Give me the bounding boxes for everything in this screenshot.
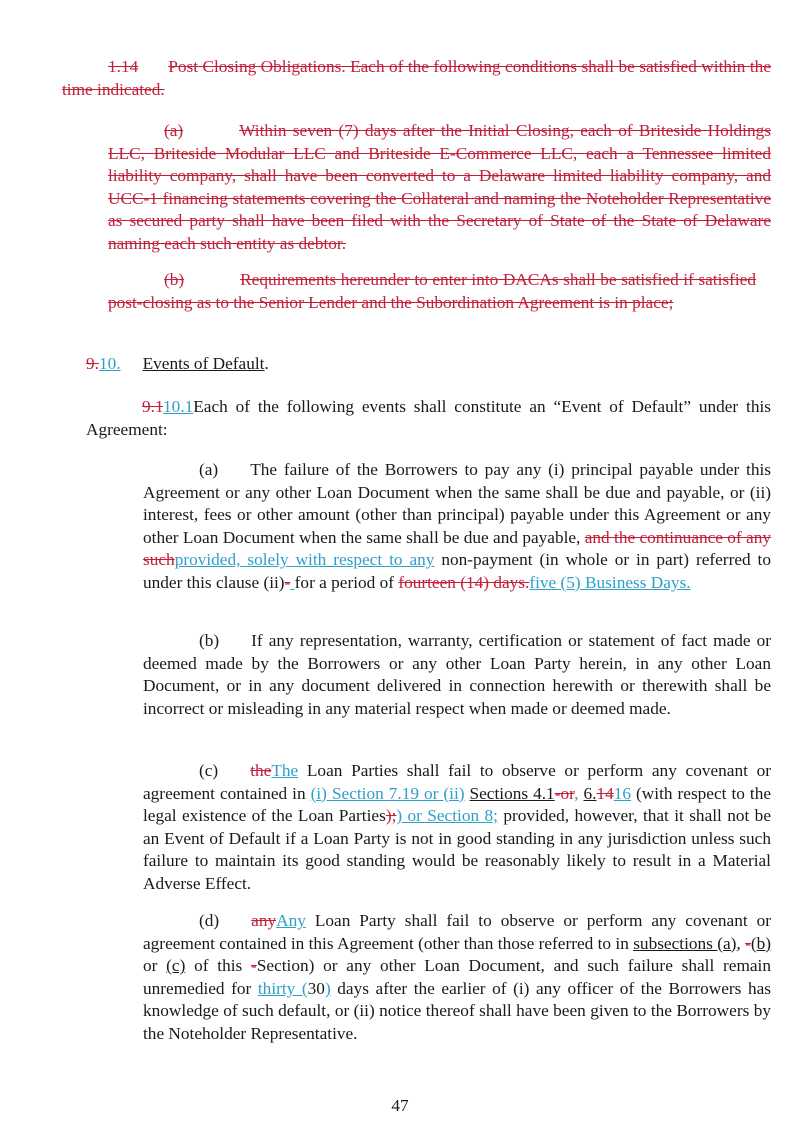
tab-spacer — [219, 910, 251, 933]
deleted-text: 1.14 — [108, 57, 139, 76]
inserted-text: Any — [276, 911, 306, 930]
inserted-text: ) or Section 8; — [396, 806, 498, 826]
section-1-14-clause-a — [108, 120, 771, 256]
body-text: Loan Parties shall fail to observe or perform any covenant or agreement contained in — [143, 761, 771, 803]
section-10-1-clause-a — [143, 459, 771, 595]
deleted-text: (b) — [164, 270, 185, 289]
deleted-text: the — [250, 761, 272, 780]
underlined-text: Sections 4.1 — [469, 783, 555, 803]
deleted-text: 9.1 — [142, 397, 163, 416]
section-10-1-intro — [86, 396, 771, 441]
deleted-text: any — [251, 911, 277, 930]
deleted-text: - — [745, 933, 751, 953]
tab-spacer — [218, 760, 250, 783]
body-text: days after the earlier of (i) any officer of the Borrowers has knowledge of such default, or (ii) notice thereof shall have been given to the Borrowers by the Noteholder Representative. — [143, 978, 772, 1043]
section-1-14-post-closing-obligations — [62, 56, 771, 101]
body-text: , — [736, 933, 746, 953]
inserted-text: ) — [324, 978, 331, 998]
body-text: Loan Party shall fail to observe or perform any covenant or agreement contained in this Agreement (other than those referred to in — [143, 911, 771, 953]
body-text: of this — [185, 956, 252, 976]
body-text: provided, however, that it shall not be an Event of Default if a Loan Party is not in good standing in any jurisdiction unless such failure to maintain its good standing would be reasonably likely to result in a Material Adverse Effect. — [143, 806, 771, 893]
section-10-events-of-default-heading — [86, 353, 771, 376]
tab-spacer — [218, 459, 250, 482]
body-text: (with respect to the legal existence of the Loan Parties — [143, 783, 772, 826]
inserted-text: provided, solely with respect to any — [174, 550, 435, 570]
underlined-text: (c) — [166, 956, 186, 976]
body-text: (d) — [199, 911, 220, 930]
inserted-text: (i) Section 7.19 or (ii) — [310, 783, 465, 803]
underlined-text: 6. — [583, 783, 597, 803]
tab-spacer — [184, 269, 240, 292]
body-text: Section) or any other Loan Document, and such failure shall remain unremedied for — [143, 956, 772, 998]
body-text: for a period of — [294, 572, 399, 592]
tab-spacer — [138, 56, 168, 79]
underlined-text: (b) — [750, 933, 772, 953]
body-text: The failure of the Borrowers to pay any (i) principal payable under this Agreement or any other Loan Document when the same shall be due and payable, or (ii) interest, fees or other amount (other than principal) payable under this Agreement or any other Loan Document when the same shall be due and payable, — [143, 460, 771, 547]
deleted-text: -or — [554, 783, 575, 803]
inserted-text: 10. — [98, 354, 121, 373]
deleted-text: (a) — [164, 121, 184, 140]
body-text: or — [143, 956, 167, 976]
section-1-14-clause-b — [108, 269, 756, 314]
inserted-text: , — [574, 783, 579, 803]
deleted-text: Requirements hereunder to enter into DACAs shall be satisfied if satisfied post-closing as to the Senior Lender and the Subordination Agreement is in place; — [108, 270, 756, 312]
underlined-text: Events of Default — [142, 354, 265, 373]
body-text: (a) — [199, 460, 219, 479]
deleted-text: . Each of the following conditions shall be satisfied within the time indicated. — [62, 57, 771, 99]
deleted-text: 9. — [86, 354, 99, 373]
page-number: 47 — [391, 1096, 409, 1115]
body-text: Each of the following events shall constitute an “Event of Default” under this Agreement: — [86, 397, 771, 439]
deleted-text: - — [284, 572, 291, 592]
tab-spacer — [121, 353, 143, 376]
deleted-text: fourteen (14) days. — [398, 572, 530, 592]
inserted-text: five (5) Business Days. — [529, 572, 691, 592]
tab-spacer — [183, 120, 239, 143]
deleted-text: ); — [385, 806, 397, 826]
body-text: non-payment (in whole or in part) referred to under this clause (ii) — [143, 550, 771, 592]
body-text: . — [264, 354, 269, 373]
underlined-text: subsections (a) — [633, 933, 737, 953]
deleted-text: - — [251, 956, 257, 976]
body-text: 30 — [307, 978, 325, 998]
section-10-1-clause-b — [143, 630, 771, 720]
inserted-text: 10.1 — [162, 397, 194, 416]
section-10-1-clause-c — [143, 760, 771, 896]
inserted-text: The — [271, 761, 299, 780]
deleted-text: 14 — [596, 783, 614, 803]
body-text: (b) — [199, 631, 220, 650]
deleted-text: Within seven (7) days after the Initial Closing, each of Briteside Holdings LLC, Briteside Modular LLC and Briteside E-Commerce LLC, each a Tennessee limited liability company, shall have been converted to a Delaware limited liability company, and UCC-1 financing statements covering the Collateral and naming the Noteholder Representative as secured party shall have been filed with the Secretary of State of the State of Delaware naming each such entity as debtor. — [108, 121, 771, 253]
inserted-text: 16 — [613, 783, 632, 803]
tab-spacer — [219, 630, 251, 653]
inserted-text: thirty ( — [257, 978, 308, 998]
deleted-text: Post Closing Obligations — [168, 57, 342, 76]
body-text: If any representation, warranty, certification or statement of fact made or deemed made by the Borrowers or any other Loan Party herein, in any other Loan Document, or in any document delivered in connection herewith or therewith shall be incorrect or misleading in any material respect when made or deemed made. — [143, 631, 771, 718]
body-text: (c) — [199, 761, 219, 780]
deleted-text: and the continuance of any such — [143, 527, 772, 570]
section-10-1-clause-d — [143, 910, 771, 1046]
